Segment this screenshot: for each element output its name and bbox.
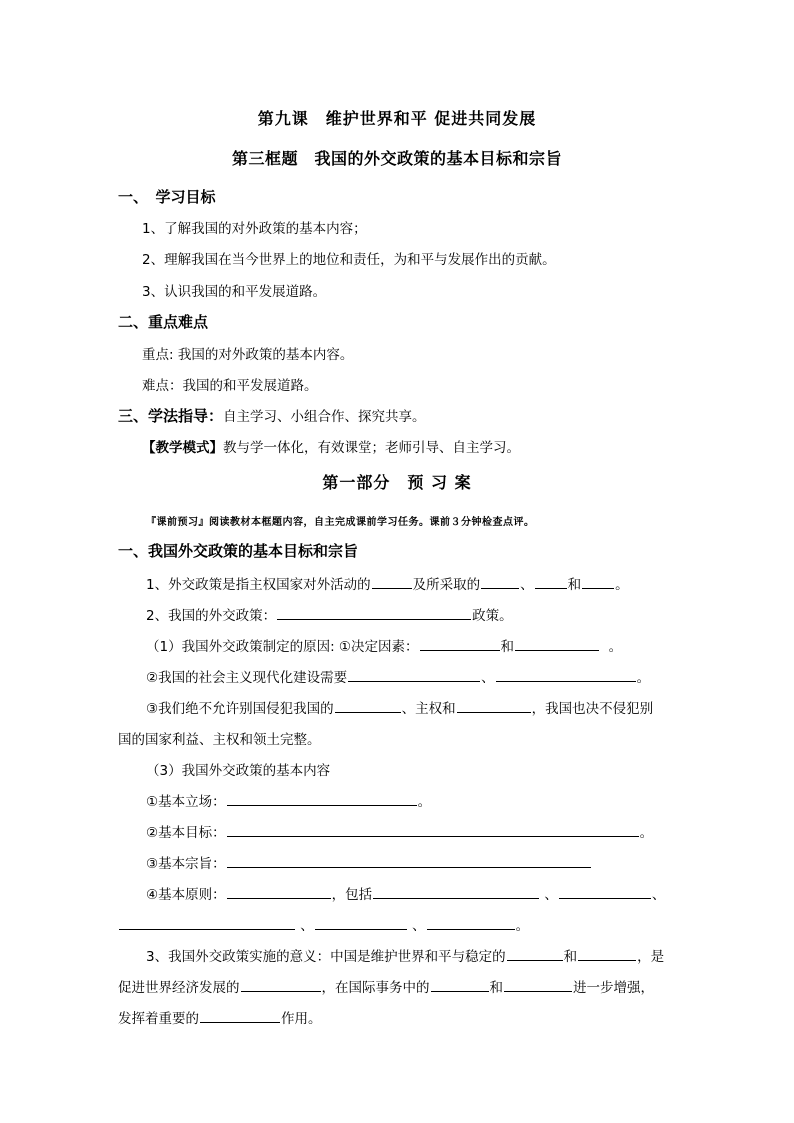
preview-note: 『课前预习』阅读教材本框题内容，自主完成课前学习任务。课前３分钟检查点评。 — [146, 517, 535, 528]
section-heading: 一、我国外交政策的基本目标和宗旨 — [118, 542, 359, 560]
objective-item: 1、了解我国的对外政策的基本内容； — [142, 221, 367, 237]
basic-principle-cont: 、 、 。 — [118, 914, 794, 934]
answer-blank[interactable] — [241, 977, 321, 992]
answer-blank[interactable] — [348, 667, 480, 682]
answer-blank[interactable] — [227, 884, 331, 899]
answer-blank[interactable] — [427, 915, 515, 930]
answer-blank[interactable] — [504, 977, 572, 992]
answer-blank[interactable] — [496, 667, 636, 682]
answer-blank[interactable] — [227, 822, 639, 837]
teaching-mode-line — [142, 436, 794, 456]
objectives-heading: 一、 学习目标 — [118, 188, 216, 206]
keypoints-heading: 二、重点难点 — [118, 313, 209, 331]
teaching-mode-text: 教与学一体化，有效课堂；老师引导、自主学习。 — [223, 440, 520, 456]
basic-purpose: ③基本宗旨： — [146, 852, 794, 872]
answer-blank[interactable] — [315, 915, 407, 930]
difficulty-point: 难点：我国的和平发展道路。 — [142, 378, 318, 394]
method-text: 自主学习、小组合作、探究共享。 — [223, 409, 426, 425]
part-title: 第一部分 预 习 案 — [322, 473, 472, 492]
answer-blank[interactable] — [373, 884, 539, 899]
key-point: 重点: 我国的对外政策的基本内容。 — [142, 347, 354, 363]
answer-blank[interactable] — [535, 574, 567, 589]
answer-blank[interactable] — [335, 698, 401, 713]
question-2-reason: （1）我国外交政策制定的原因: ①决定因素： 和 。 — [146, 635, 794, 655]
answer-blank[interactable] — [227, 853, 591, 868]
answer-blank[interactable] — [119, 915, 295, 930]
question-3-significance-cont: 促进世界经济发展的 ，在国际事务中的 和 进一步增强， — [118, 976, 794, 996]
question-2-sovereignty: ③我们绝不允许别国侵犯我国的 、主权和 ，我国也决不侵犯别 — [146, 697, 794, 717]
answer-blank[interactable] — [200, 1008, 280, 1023]
answer-blank[interactable] — [420, 636, 500, 651]
method-line — [118, 405, 794, 426]
question-3-significance-cont2: 发挥着重要的 作用。 — [118, 1007, 794, 1027]
answer-blank[interactable] — [431, 977, 489, 992]
lesson-title: 第九课 维护世界和平 促进共同发展 — [257, 109, 537, 128]
topic-title: 第三框题 我国的外交政策的基本目标和宗旨 — [231, 149, 562, 168]
answer-blank[interactable] — [227, 791, 417, 806]
question-2-sovereignty-cont: 国的国家利益、主权和领土完整。 — [118, 732, 321, 748]
question-1: 1、外交政策是指主权国家对外活动的 及所采取的 、 和 。 — [146, 573, 794, 593]
answer-blank[interactable] — [507, 946, 563, 961]
teaching-mode-label: 【教学模式】 — [142, 440, 223, 456]
answer-blank[interactable] — [481, 574, 519, 589]
question-3-heading: （3）我国外交政策的基本内容 — [146, 763, 331, 779]
answer-blank[interactable] — [372, 574, 412, 589]
basic-goal: ②基本目标： 。 — [146, 821, 794, 841]
answer-blank[interactable] — [277, 605, 471, 620]
answer-blank[interactable] — [457, 698, 531, 713]
answer-blank[interactable] — [582, 574, 614, 589]
method-label: 三、学法指导： — [118, 407, 224, 425]
question-3-significance: 3、我国外交政策实施的意义：中国是维护世界和平与稳定的 和 ，是 — [146, 945, 794, 965]
answer-blank[interactable] — [515, 636, 599, 651]
objective-item: 2、理解我国在当今世界上的地位和责任，为和平与发展作出的贡献。 — [142, 252, 556, 268]
answer-blank[interactable] — [559, 884, 651, 899]
answer-blank[interactable] — [578, 946, 636, 961]
question-2: 2、我国的外交政策： 政策。 — [146, 604, 794, 624]
basic-stance: ①基本立场： 。 — [146, 790, 794, 810]
basic-principle: ④基本原则： ，包括 、 、 — [146, 883, 794, 903]
question-2-needs: ②我国的社会主义现代化建设需要 、 。 — [146, 666, 794, 686]
objective-item: 3、认识我国的和平发展道路。 — [142, 284, 327, 300]
